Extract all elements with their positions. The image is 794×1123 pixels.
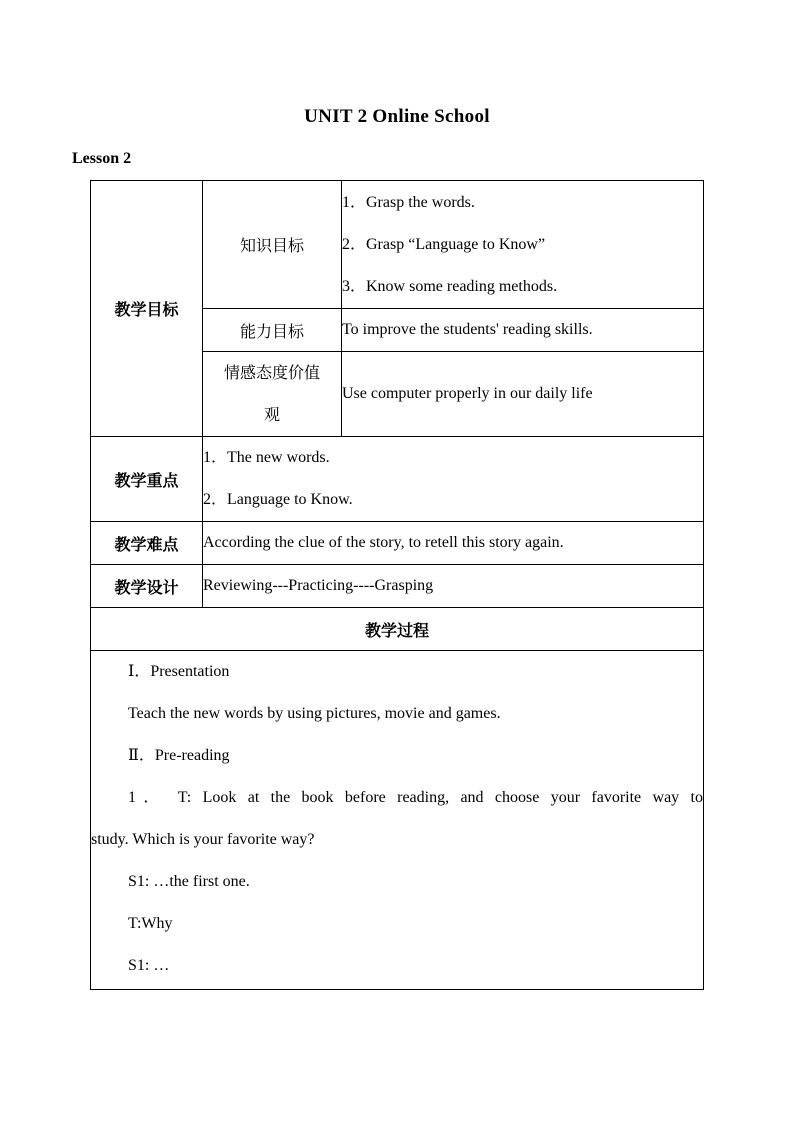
process-line: Ⅰ．Presentation xyxy=(128,663,230,680)
process-line: 1． T: Look at the book before reading, and choose your favorite way to xyxy=(128,789,703,806)
knowledge-item: 1．Grasp the words. xyxy=(342,193,475,211)
key-point-item: 1．The new words. xyxy=(203,449,330,466)
process-content xyxy=(91,651,704,990)
knowledge-item: 3．Know some reading methods. xyxy=(342,277,558,295)
knowledge-label: 知识目标 xyxy=(203,181,342,309)
lesson-label: Lesson 2 xyxy=(72,150,132,167)
process-line: Ⅱ．Pre-reading xyxy=(128,747,230,764)
process-line: study. Which is your favorite way? xyxy=(91,831,315,848)
difficulties-label: 教学难点 xyxy=(91,522,203,565)
process-line: T:Why xyxy=(128,915,173,932)
design-label: 教学设计 xyxy=(91,565,203,608)
emotion-label-line2: 观 xyxy=(263,405,280,424)
lesson-plan-table xyxy=(90,180,704,990)
objectives-row-knowledge xyxy=(91,181,704,309)
process-content-row xyxy=(91,651,704,990)
knowledge-item: 2．Grasp “Language to Know” xyxy=(342,235,546,253)
emotion-label xyxy=(203,352,342,437)
key-points-items xyxy=(203,437,704,522)
difficulties-row xyxy=(91,522,704,565)
emotion-text: Use computer properly in our daily life xyxy=(342,352,704,437)
process-line: S1: … xyxy=(128,957,170,974)
key-points-row xyxy=(91,437,704,522)
key-points-label: 教学重点 xyxy=(91,437,203,522)
ability-text: To improve the students' reading skills. xyxy=(342,309,704,352)
process-line: S1: …the first one. xyxy=(128,873,250,890)
emotion-label-line1: 情感态度价值 xyxy=(223,363,320,382)
document-title: UNIT 2 Online School xyxy=(304,106,490,127)
difficulties-text: According the clue of the story, to retell this story again. xyxy=(203,522,704,565)
ability-label: 能力目标 xyxy=(203,309,342,352)
objectives-label: 教学目标 xyxy=(91,181,203,437)
key-point-item: 2．Language to Know. xyxy=(203,491,353,508)
design-text: Reviewing---Practicing----Grasping xyxy=(203,565,704,608)
design-row xyxy=(91,565,704,608)
process-header-row xyxy=(91,608,704,651)
process-line: Teach the new words by using pictures, movie and games. xyxy=(128,705,501,722)
knowledge-items xyxy=(342,181,704,309)
process-label: 教学过程 xyxy=(91,608,704,651)
